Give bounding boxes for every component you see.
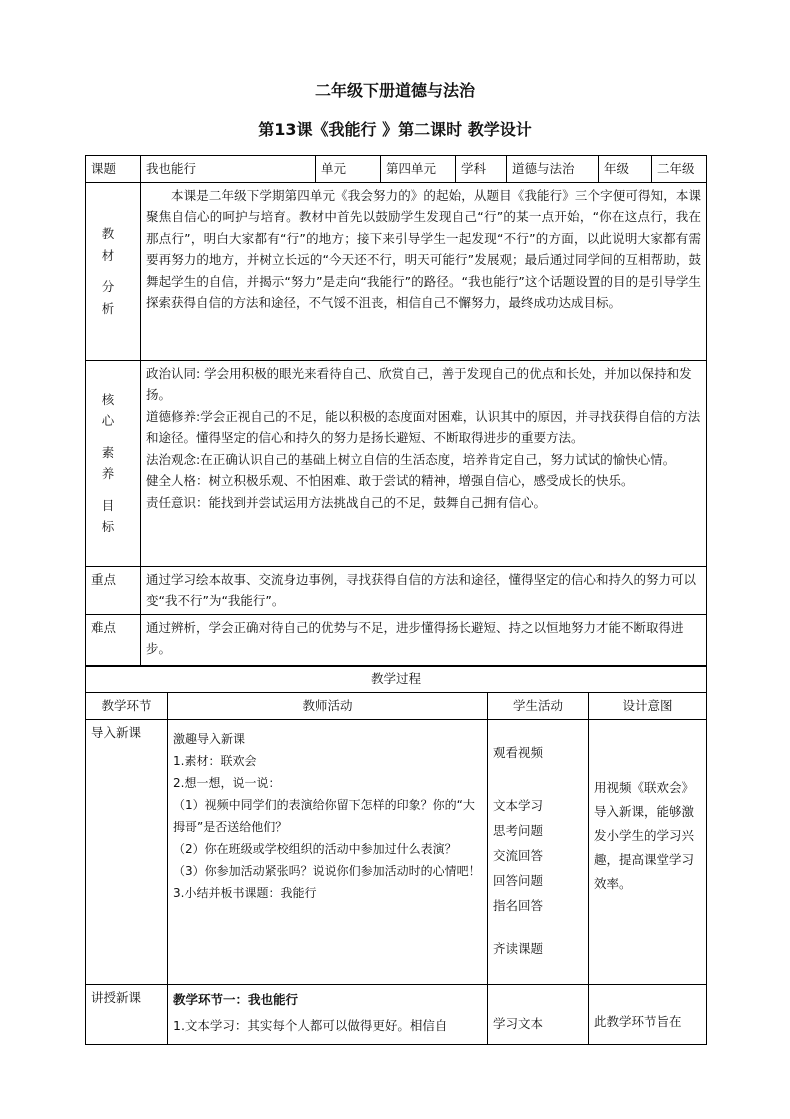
lesson-info-table <box>85 155 707 667</box>
analysis-row <box>86 182 707 360</box>
analysis-label-line: 教 材 <box>101 226 125 263</box>
unit-label: 单元 <box>316 156 381 183</box>
table-row <box>86 720 707 985</box>
student-line: 思考问题 <box>493 823 544 838</box>
process-title-row <box>86 666 707 693</box>
difficulty-row <box>86 614 707 666</box>
topic-label: 课题 <box>86 156 141 183</box>
grade-value: 二年级 <box>652 156 707 183</box>
teacher-line: （2）你在班级或学校组织的活动中参加过什么表演？ <box>173 842 457 856</box>
teacher-cell <box>168 985 488 1045</box>
header-teacher: 教师活动 <box>168 693 488 720</box>
student-line: 文本学习 <box>493 798 544 813</box>
core-label-line: 目 标 <box>101 497 125 534</box>
student-line: 指名回答 <box>493 898 544 913</box>
teacher-line: 3.小结并板书课题：我能行 <box>173 886 317 900</box>
student-line: 交流回答 <box>493 848 544 863</box>
core-label-line: 核 心 <box>101 391 125 428</box>
teacher-line: 1.素材：联欢会 <box>173 754 257 768</box>
analysis-label-line: 分 析 <box>101 279 125 316</box>
key-point-label: 重点 <box>86 566 141 614</box>
header-intent: 设计意图 <box>589 693 707 720</box>
topic-value: 我也能行 <box>141 156 316 183</box>
teacher-line: 1.文本学习：其实每个人都可以做得更好。相信自 <box>173 1018 448 1033</box>
teacher-cell <box>168 720 488 985</box>
subject-value: 道德与法治 <box>507 156 599 183</box>
student-line: 观看视频 <box>493 745 544 760</box>
lesson-title: 第13课《我能行 》第二课时 教学设计 <box>258 120 532 139</box>
table-row <box>86 985 707 1045</box>
student-line: 齐读课题 <box>493 941 544 956</box>
info-row <box>86 156 707 183</box>
subject-label: 学科 <box>456 156 507 183</box>
grade-label: 年级 <box>599 156 652 183</box>
core-label-line: 素 养 <box>101 444 125 481</box>
stage-cell: 导入新课 <box>86 720 168 985</box>
core-label <box>86 360 141 566</box>
key-point-row <box>86 566 707 614</box>
teacher-line: 2.想一想，说一说： <box>173 776 281 790</box>
core-goal-item: 责任意识：能找到并尝试运用方法挑战自己的不足，鼓舞自己拥有信心。 <box>146 494 547 510</box>
difficulty-label: 难点 <box>86 614 141 666</box>
process-title: 教学过程 <box>86 666 707 693</box>
teacher-line: （1）视频中同学们的表演给你留下怎样的印象？你的“大拇哥”是否送给他们？ <box>173 798 475 834</box>
header-stage: 教学环节 <box>86 693 168 720</box>
core-goal-item: 道德修养:学会正视自己的不足，能以积极的态度面对困难，认识其中的原因，并寻找获得自信的方法和途径。懂得坚定的信心和持久的努力是扬长避短、不断取得进步的重要方法。 <box>146 408 701 445</box>
core-row <box>86 360 707 566</box>
stage-cell: 讲授新课 <box>86 985 168 1045</box>
intent-cell: 用视频《联欢会》导入新课，能够激发小学生的学习兴趣，提高课堂学习效率。 <box>589 720 707 985</box>
teacher-line: （3）你参加活动紧张吗？说说你们参加活动时的心情吧！ <box>173 864 481 878</box>
core-goal-item: 政治认同: 学会用积极的眼光来看待自己、欣赏自己，善于发现自己的优点和长处，并加以保持和发扬。 <box>146 365 692 402</box>
teacher-line: 激趣导入新课 <box>173 732 246 746</box>
key-point-text: 通过学习绘本故事、交流身边事例，寻找获得自信的方法和途径，懂得坚定的信心和持久的努力可以变“我不行”为“我能行”。 <box>141 566 707 614</box>
core-goals <box>141 360 707 566</box>
process-header-row <box>86 693 707 720</box>
student-line: 回答问题 <box>493 873 544 888</box>
teaching-process-table <box>85 665 707 1045</box>
teacher-line: 教学环节一：我也能行 <box>173 992 299 1007</box>
difficulty-text: 通过辨析，学会正确对待自己的优势与不足，进步懂得扬长避短、持之以恒地努力才能不断取得进步。 <box>141 614 707 666</box>
student-cell <box>488 720 589 985</box>
analysis-text: 本课是二年级下学期第四单元《我会努力的》的起始，从题目《我能行》三个字便可得知，本课聚焦自信心的呵护与培育。教材中首先以鼓励学生发现自己“行”的某一点开始，“你在这点行，我在那点行”，明白大家都有“行”的地方；接下来引导学生一起发现“不行”的方面，以此说明大家都有需要再努力的地方，并树立长远的“今天还不行，明天可能行”发展观；最后通过同学间的互相帮助，鼓舞起学生的自信，并揭示“努力”是走向“我能行”的路径。“我也能行”这个话题设置的目的是引导学生探索获得自信的方法和途径，不气馁不沮丧，相信自己不懈努力，最终成功达成目标。 <box>141 182 707 360</box>
core-goal-item: 法治观念:在正确认识自己的基础上树立自信的生活态度，培养肯定自己，努力试试的愉快心情。 <box>146 451 676 467</box>
intent-cell: 此教学环节旨在 <box>589 985 707 1045</box>
core-goal-item: 健全人格：树立积极乐观、不怕困难、敢于尝试的精神，增强自信心，感受成长的快乐。 <box>146 473 634 488</box>
header-student: 学生活动 <box>488 693 589 720</box>
document-title: 二年级下册道德与法治 <box>314 81 475 100</box>
analysis-label <box>86 182 141 360</box>
student-cell: 学习文本 <box>488 985 589 1045</box>
unit-value: 第四单元 <box>381 156 456 183</box>
